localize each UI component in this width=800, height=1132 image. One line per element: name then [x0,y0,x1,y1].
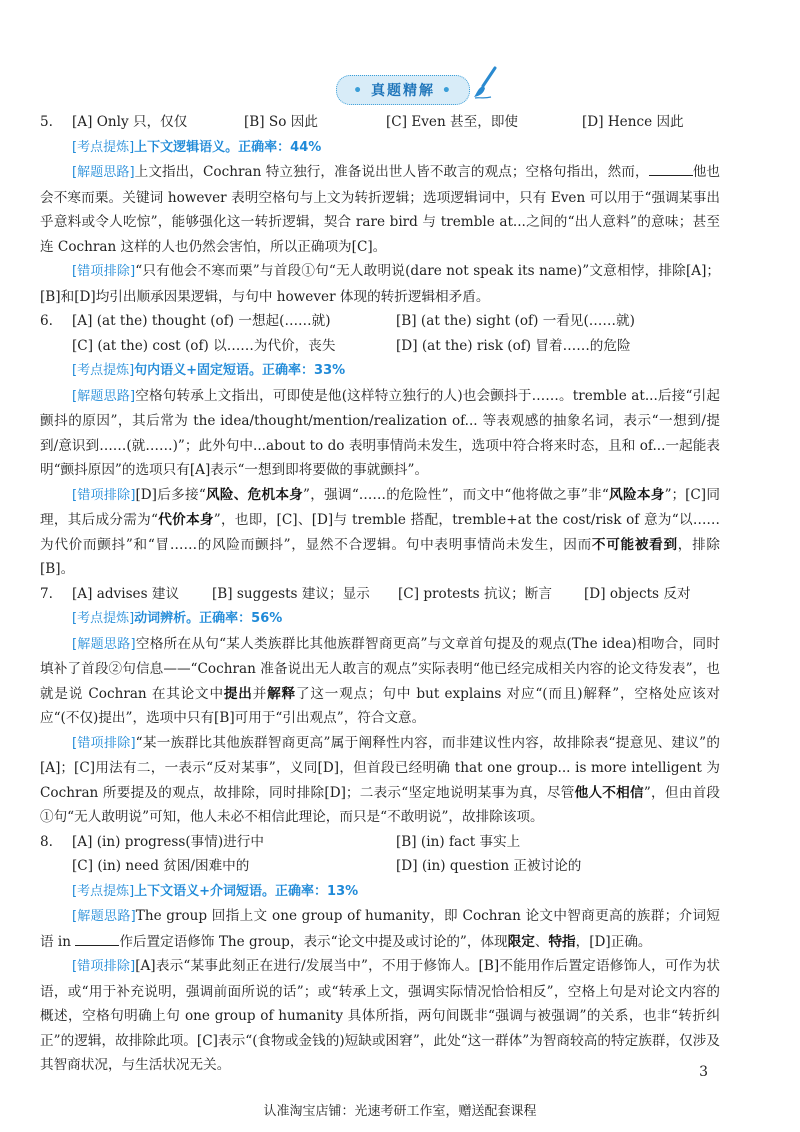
q5-jieti: [解题思路]上文指出，Cochran 特立独行，准备说出世人皆不敢言的观点；空格句指出，然而， 他也会不寒而栗。关键词 however 表明空格句与上文为转折逻辑；选项逻辑词中，只有 Even 可以用于“强调某事出乎意料或令人吃惊”，能够强化这一转折逻辑，契合 rare bird 与 tremble at...之间的“出人意料”的意味；甚至连 Cochran 这样的人也仍然会害怕，所以正确项为[C]。 [40,160,720,259]
q6-option-a: [A] (at the) thought (of) 一想起(……就) [72,313,331,329]
q5-option-a: [A] Only 只，仅仅 [72,114,188,130]
q5-cuoxiang: [错项排除]“只有他会不寒而栗”与首段①句“无人敢明说(dare not speak its name)”文意相悖，排除[A]；[B]和[D]均引出顺承因果逻辑，与句中 however 体现的转折逻辑相矛盾。 [40,263,720,305]
q8-cuoxiang: [错项排除][A]表示“某事此刻正在进行/发展当中”，不用于修饰人。[B]不能用作后置定语修饰人，可作为状语，或“用于补充说明，强调前面所说的话”；或“转承上文，强调实际情况恰恰相反”，空格上句是对论文内容的概述，空格句明确上句 one group of humanity 具体所指，两句间既非“强调与被强调”的关系，也非“转折纠正”的逻辑，故排除此项。[C]表示“(食物或金钱的)短缺或困窘”，此处“这一群体”为智商较高的特定族群，仅涉及其智商状况，与生活状况无关。 [40,958,720,1073]
q5-option-b: [B] So 因此 [244,114,318,130]
q8-option-a: [A] (in) progress(事情)进行中 [72,833,264,850]
q6-option-d: [D] (at the) risk (of) 冒着……的危险 [396,337,631,354]
q8-option-d: [D] (in) question 正被讨论的 [396,858,582,874]
q7-kaodian: [考点提炼]动词辨析。正确率：56% [72,611,283,626]
answer-blank [649,161,693,176]
q6-number: 6. [40,313,53,329]
content [40,110,720,1078]
q7-option-b: [B] suggests 建议；显示 [212,585,370,602]
q7-jieti: [解题思路]空格所在从句“某人类族群比其他族群智商更高”与文章首句提及的观点(The idea)相吻合，同时填补了首段②句信息——“Cochran 准备说出无人敢言的观点”实际表明“他已经完成相关内容的论文待发表”，也就是说 Cochran 在其论文中提出并解释了这一观点；句中 but explains 对应“(而且)解释”，空格处应该对应“(不仅)提出”，选项中只有[B]可用于“引出观点”，符合文意。 [40,635,721,726]
q5-number: 5. [40,114,53,130]
brush-icon [471,66,499,100]
q5-option-c: [C] Even 甚至，即使 [386,114,519,130]
answer-blank [75,931,119,946]
section-header [0,75,800,105]
q5-option-d: [D] Hence 因此 [582,114,684,130]
q7-option-a: [A] advises 建议 [72,585,180,602]
footer-note: 认准淘宝店铺：光速考研工作室，赠送配套课程 [263,1104,537,1119]
section-badge-label: 真题精解 [371,83,435,99]
q7-options [40,582,720,607]
q7-option-d: [D] objects 反对 [584,585,691,602]
q6-options-row2 [40,334,720,359]
page-number: 3 [699,1064,708,1080]
q7-option-c: [C] protests 抗议；断言 [398,585,552,602]
q6-kaodian: [考点提炼]句内语义+固定短语。正确率：33% [72,363,346,378]
q5-kaodian: [考点提炼]上下文逻辑语义。正确率：44% [72,139,322,155]
q8-kaodian: [考点提炼]上下文语义+介词短语。正确率：13% [72,883,359,899]
q7-number: 7. [40,585,53,602]
q6-option-c: [C] (at the) cost (of) 以……为代价，丧失 [72,337,336,354]
q6-option-b: [B] (at the) sight (of) 一看见(……就) [396,313,635,329]
q8-option-b: [B] (in) fact 事实上 [396,833,521,850]
section-badge: • 真题精解 • [336,75,470,105]
q8-option-c: [C] (in) need 贫困/困难中的 [72,858,250,874]
q8-number: 8. [40,833,53,850]
q7-cuoxiang: [错项排除]“某一族群比其他族群智商更高”属于阐释性内容，而非建议性内容，故排除表“提意见、建议”的[A]；[C]用法有二，一表示“反对某事”，义同[D]，但首段已经明确 that one group... is more intelligent 为 Cochran 所要提及的观点，故排除，同时排除[D]；二表示“坚定地说明某事为真，尽管他人不相信”，但由首段①句“无人敢明说”可知，他人未必不相信此理论，而只是“不敢明说”，故排除该项。 [40,734,721,825]
q5-options [40,110,720,135]
q8-options-row1 [40,830,720,855]
q6-options-row1 [40,309,720,334]
q6-jieti: [解题思路]空格句转承上文指出，可即使是他(这样特立独行的人)也会颤抖于……。tremble at...后接“引起颤抖的原因”，其后常为 the idea/thought/mention/realization of... 等表观感的抽象名词，表示“一想到/提到/意识到……(就……)”；此外句中...about to do 表明事情尚未发生，选项中符合将来时态，且和 of...一起能表明“颤抖原因”的选项只有[A]表示“一想到即将要做的事就颤抖”。 [40,387,720,478]
q8-jieti: [解题思路]The group 回指上文 one group of humanity，即 Cochran 论文中智商更高的族群；介词短语 in 作后置定语修饰 The group，表示“论文中提及或讨论的”，体现限定、特指，[D]正确。 [40,908,720,950]
q8-options-row2 [40,854,720,879]
q6-cuoxiang: [错项排除][D]后多接“风险、危机本身”，强调“……的危险性”，而文中“他将做之事”非“风险本身”；[C]同理，其后成分需为“代价本身”，也即，[C]、[D]与 tremble 搭配，tremble+at the cost/risk of 意为“以……为代价而颤抖”和“冒……的风险而颤抖”，显然不合逻辑。句中表明事情尚未发生，因而不可能被看到，排除[B]。 [40,486,721,577]
